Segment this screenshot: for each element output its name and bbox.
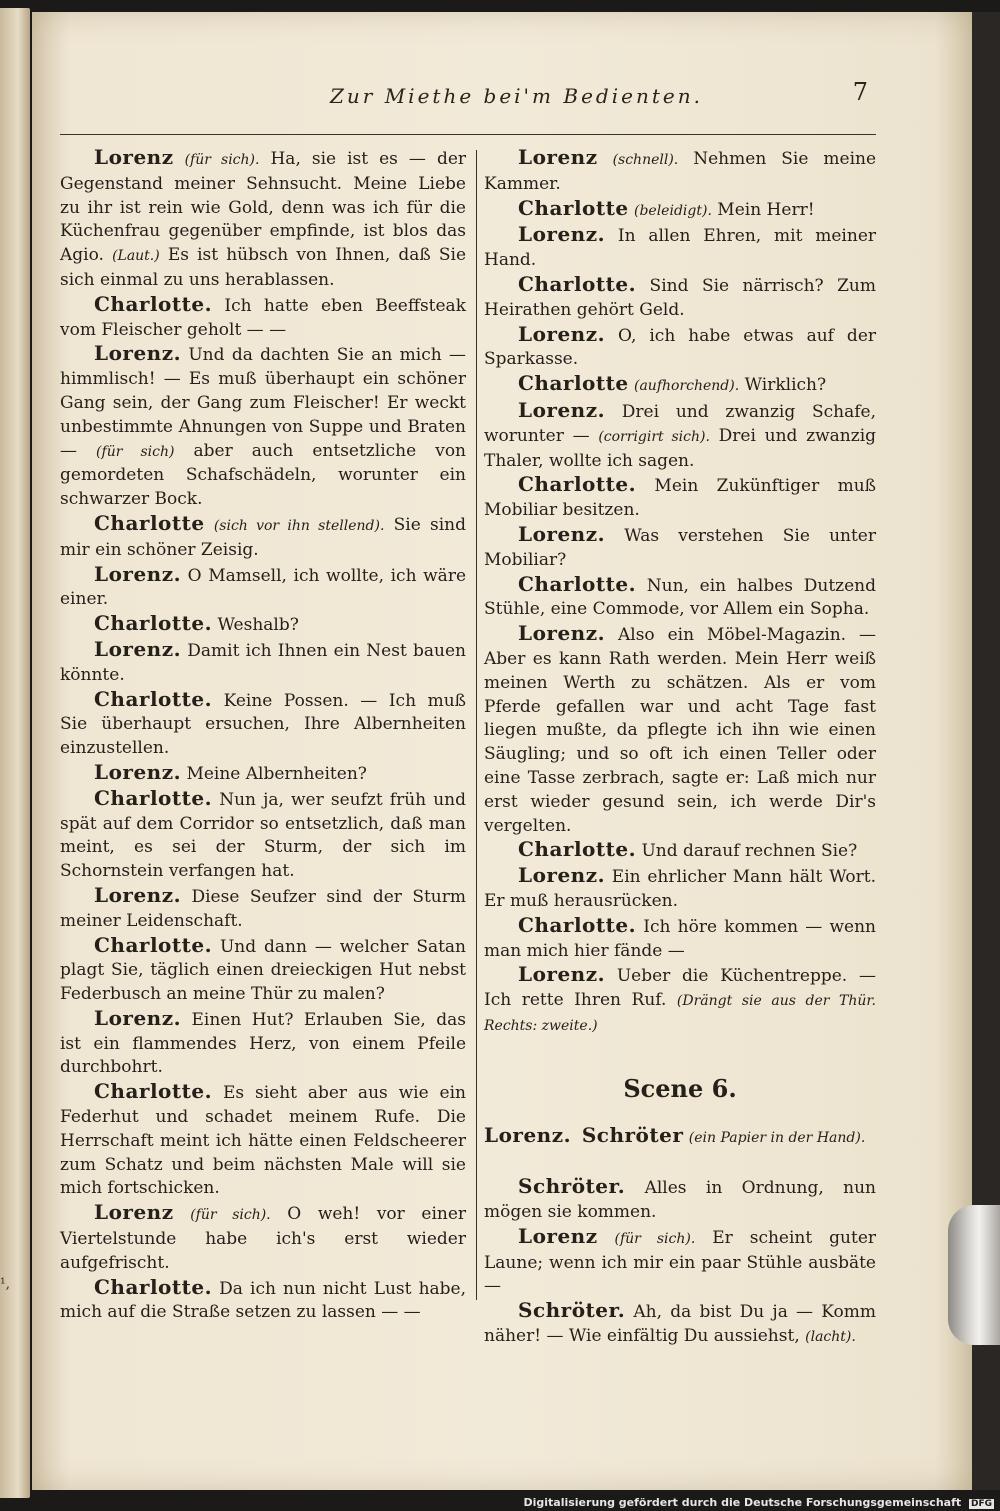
speaker-name: Schröter.	[518, 1298, 626, 1323]
speaker-name: Lorenz	[94, 1200, 174, 1225]
speaker-name: Charlotte.	[94, 611, 213, 636]
speech-text: Also ein Möbel-Magazin. — Aber es kann Rath werden. Mein Herr weiß meinen Werth zu schätzen. Als er vom Pferde gefallen war und acht Tage fast liegen mußte, da pflegte ich ihn wie einen Säugling; und so oft ich einen Teller oder eine Tasse zerbrach, sagte er: Laß mich nur erst wieder gesund sein, ich werde Dir's vergelten.	[484, 625, 877, 836]
speech	[484, 323, 876, 373]
speaker-name: Lorenz.	[518, 863, 606, 888]
speech	[484, 914, 876, 964]
speech	[484, 573, 876, 623]
stage-direction: (Drängt sie aus der Thür. Rechts: zweite.)	[484, 993, 876, 1034]
header-rule	[60, 134, 876, 135]
speech-text: Meine Albernheiten?	[186, 763, 367, 784]
speaker-name: Lorenz.	[94, 882, 182, 907]
speaker-name: Lorenz.	[518, 521, 606, 546]
speech-text: Ich höre kommen — wenn man mich hier fände —	[484, 916, 876, 961]
speech-text: Mein Herr!	[717, 199, 815, 220]
page-number: 7	[852, 78, 868, 106]
speaker-name: Lorenz.	[518, 962, 606, 987]
speaker-name: Charlotte	[518, 195, 629, 220]
speech-text: Nun ja, wer seufzt früh und spät auf dem Corridor so entsetzlich, daß man meint, es sei der Sturm, der sich im Schornstein verfangen hat.	[60, 789, 467, 882]
speech-text: In allen Ehren, mit meiner Hand.	[484, 226, 877, 271]
scene-cast	[484, 1124, 876, 1151]
speaker-name: Lorenz.	[94, 1005, 182, 1030]
speaker-name: Charlotte.	[94, 1079, 213, 1104]
scene-title: Scene 6.	[623, 1073, 737, 1103]
speech-text: Drei und zwanzig Thaler, wollte ich sagen.	[484, 425, 877, 471]
speech-text: Es sieht aber aus wie ein Federhut und schadet meinem Rufe. Die Herrschaft meint ich hätte einen Feldscheerer zum Schatz und beim nächsten Male will sie mich fortschicken.	[60, 1083, 466, 1199]
speaker-name: Lorenz	[518, 1223, 598, 1248]
stage-direction: (aufhorchend).	[634, 378, 740, 395]
stage-direction: (für sich).	[184, 152, 260, 168]
stage-direction: (für sich).	[190, 1207, 271, 1224]
column-divider	[476, 150, 477, 1300]
speaker-name: Lorenz.	[94, 636, 182, 661]
speech-text: Diese Seufzer sind der Sturm meiner Leidenschaft.	[60, 886, 466, 931]
speech	[60, 1007, 466, 1080]
speech	[484, 1299, 876, 1350]
stage-direction: (beleidigt).	[634, 202, 712, 219]
speaker-name: Charlotte.	[518, 837, 637, 862]
speech-text: Ah, da bist Du ja — Komm näher! — Wie einfältig Du aussiehst,	[484, 1302, 876, 1347]
speech-text: Mein Zukünftiger muß Mobiliar besitzen.	[484, 476, 876, 521]
stage-direction: (Laut.)	[112, 248, 160, 265]
speaker-name: Charlotte.	[94, 686, 213, 711]
speech-text: Da ich nun nicht Lust habe, mich auf die Straße setzen zu lassen — —	[60, 1278, 467, 1323]
speech	[60, 146, 466, 293]
speaker-name: Charlotte.	[94, 291, 213, 316]
speech	[60, 563, 466, 613]
speaker-name: Lorenz.	[94, 341, 182, 366]
speech	[60, 342, 466, 512]
speech	[484, 273, 876, 323]
speaker-name: Charlotte.	[518, 271, 637, 296]
speaker-name: Charlotte	[518, 371, 629, 396]
speaker-name: Charlotte.	[518, 472, 637, 497]
cast-name: Schröter	[581, 1123, 684, 1148]
speaker-name: Charlotte	[94, 510, 205, 535]
right-speeches	[484, 146, 876, 1039]
speech-text: O, ich habe etwas auf der Sparkasse.	[484, 325, 877, 370]
speaker-name: Lorenz	[94, 145, 174, 169]
speech	[60, 787, 466, 884]
stage-direction: (für sich).	[614, 1230, 696, 1247]
page-holder-clip	[948, 1205, 1000, 1345]
page-header	[30, 78, 890, 114]
speech-text: Und darauf rechnen Sie?	[641, 841, 858, 862]
speech-text: Er scheint guter Laune; wenn ich mir ein paar Stühle ausbäte —	[484, 1227, 877, 1297]
speaker-name: Charlotte.	[94, 785, 213, 810]
speech	[60, 1201, 466, 1275]
speech	[60, 1080, 466, 1201]
running-title: Zur Miethe bei'm Bedienten.	[330, 84, 703, 108]
speaker-name: Lorenz	[518, 145, 598, 169]
speech-text: Es ist hübsch von Ihnen, daß Sie sich einmal zu uns herablassen.	[60, 245, 467, 290]
speech	[484, 1175, 876, 1225]
credit-text: Digitalisierung gefördert durch die Deutsche Forschungsgemeinschaft	[523, 1496, 962, 1509]
speech	[60, 761, 466, 787]
cast-name: Lorenz.	[484, 1123, 572, 1148]
margin-mark: ¹,	[0, 1276, 11, 1292]
adjacent-page-edge	[0, 8, 30, 1498]
speech	[60, 293, 466, 343]
speech-text: aber auch entsetzliche von gemordeten Schafschädeln, worunter ein schwarzer Bock.	[60, 440, 466, 510]
speech-text: Sie sind mir ein schöner Zeisig.	[60, 514, 467, 560]
speaker-name: Lorenz.	[94, 759, 182, 784]
speech	[484, 622, 876, 838]
speech-text: Ueber die Küchentreppe. — Ich rette Ihren Ruf.	[484, 966, 876, 1011]
dfg-logo: DFG	[970, 1499, 992, 1509]
speech	[484, 1225, 876, 1299]
speech	[484, 473, 876, 523]
speech	[484, 197, 876, 224]
speech	[484, 523, 876, 573]
speech-text: Und da dachten Sie an mich — himmlisch! — Es muß überhaupt ein schöner Gang sein, der Gang zum Fleischer! Er weckt unbestimmte Ahnungen von Suppe und Braten —	[60, 345, 467, 461]
speaker-name: Charlotte.	[94, 932, 213, 957]
left-column	[60, 146, 466, 1325]
stage-direction: (sich vor ihn stellend).	[213, 517, 385, 534]
speech-text: Damit ich Ihnen ein Nest bauen könnte.	[60, 640, 466, 685]
speech-text: Alles in Ordnung, nun mögen sie kommen.	[484, 1178, 876, 1223]
speech	[60, 638, 466, 688]
speech-text: Ich hatte eben Beeffsteak vom Fleischer geholt — —	[60, 295, 466, 340]
speaker-name: Lorenz.	[518, 222, 606, 247]
speech-text: Und dann — welcher Satan plagt Sie, täglich einen dreieckigen Hut nebst Federbusch an meine Thür zu malen?	[60, 936, 467, 1005]
speaker-name: Charlotte.	[518, 912, 637, 937]
speech-text: Sind Sie närrisch? Zum Heirathen gehört Geld.	[484, 275, 877, 320]
speech-text: Was verstehen Sie unter Mobiliar?	[484, 525, 876, 570]
speech	[484, 838, 876, 864]
speech-text: O weh! vor einer Viertelstunde habe ich's erst wieder aufgefrischt.	[60, 1204, 467, 1273]
stage-direction: (lacht).	[805, 1329, 856, 1346]
speech-text: Wirklich?	[744, 375, 827, 396]
speech-text: Ein ehrlicher Mann hält Wort. Er muß herausrücken.	[484, 867, 876, 911]
stage-direction: (für sich)	[96, 443, 175, 460]
speech-text: O Mamsell, ich wollte, ich wäre einer.	[60, 565, 467, 610]
speaker-name: Charlotte.	[518, 571, 637, 596]
speech-text: Drei und zwanzig Schafe, worunter —	[484, 401, 876, 446]
speaker-name: Lorenz.	[94, 561, 182, 586]
stage-direction: (schnell).	[612, 152, 679, 168]
speech	[60, 1276, 466, 1326]
speech-text: Keine Possen. — Ich muß Sie überhaupt ersuchen, Ihre Albernheiten einzustellen.	[60, 690, 466, 759]
digitization-credit	[523, 1496, 994, 1509]
scene-speeches	[484, 1175, 876, 1350]
stage-direction: (corrigirt sich).	[598, 428, 710, 445]
speech	[484, 223, 876, 273]
speech-text: Nehmen Sie meine Kammer.	[484, 149, 877, 194]
speaker-name: Lorenz.	[518, 621, 606, 646]
speech	[484, 864, 876, 914]
speech-text: Weshalb?	[217, 615, 299, 636]
speaker-name: Schröter.	[518, 1174, 626, 1199]
speaker-name: Lorenz.	[518, 397, 606, 422]
right-column	[484, 146, 876, 1350]
speaker-name: Charlotte.	[94, 1274, 213, 1299]
speech	[60, 884, 466, 934]
speech	[60, 612, 466, 638]
speech	[484, 963, 876, 1038]
speaker-name: Lorenz.	[518, 321, 606, 346]
cast-direction: (ein Papier in der Hand).	[688, 1130, 866, 1147]
speech	[484, 399, 876, 473]
speech-text: Nun, ein halbes Dutzend Stühle, eine Commode, vor Allem ein Sopha.	[484, 575, 876, 620]
speech-text: Einen Hut? Erlauben Sie, das ist ein flammendes Herz, von einem Pfeile durchbohrt.	[60, 1009, 466, 1078]
speech	[484, 146, 876, 197]
speech	[60, 512, 466, 563]
speech	[60, 934, 466, 1007]
speech-text: Ha, sie ist es — der Gegenstand meiner Sehnsucht. Meine Liebe zu ihr ist rein wie Gold, denn was ich für die Küchenfrau gegenüber empfinde, ist blos das Agio.	[60, 149, 467, 266]
speech	[60, 688, 466, 761]
speech	[484, 372, 876, 399]
